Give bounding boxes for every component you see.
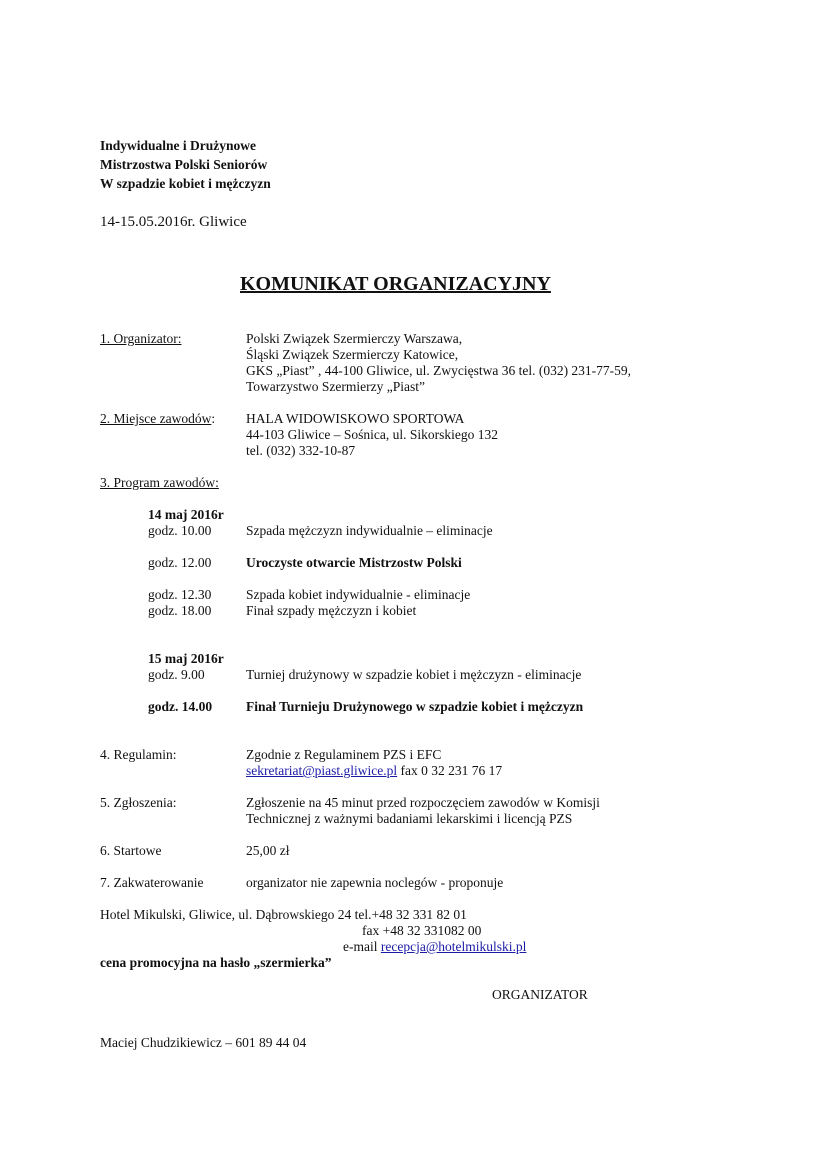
day2-time-1: godz. 9.00: [148, 667, 205, 682]
day1-event-2: Uroczyste otwarcie Mistrzostw Polski: [246, 555, 462, 570]
venue-label-wrap: [100, 411, 215, 427]
day1-event-3: Szpada kobiet indywidualnie - eliminacje: [246, 587, 471, 602]
hotel-email-row: [343, 939, 526, 955]
header-line-1: Indywidualne i Drużynowe: [100, 138, 257, 153]
day1-time-4: godz. 18.00: [148, 603, 212, 618]
day2-event-1: Turniej drużynowy w szpadzie kobiet i mężczyzn - eliminacje: [246, 667, 582, 682]
venue-label: 2. Miejsce zawodów: [100, 411, 212, 426]
day1-time-3: godz. 12.30: [148, 587, 212, 602]
organizer-label: 1. Organizator:: [100, 331, 182, 346]
day1-event-4: Finał szpady mężczyzn i kobiet: [246, 603, 417, 618]
venue-line-3: tel. (032) 332-10-87: [246, 443, 356, 458]
contact-person: Maciej Chudzikiewicz – 601 89 44 04: [100, 1035, 307, 1050]
day1-event-1: Szpada mężczyzn indywidualnie – eliminacje: [246, 523, 493, 538]
day1-time-2: godz. 12.00: [148, 555, 212, 570]
organizer-line-4: Towarzystwo Szermierzy „Piast”: [246, 379, 425, 394]
promo-line: cena promocyjna na hasło „szermierka”: [100, 955, 332, 970]
date-place: 14-15.05.2016r. Gliwice: [100, 214, 247, 230]
venue-colon: :: [211, 411, 216, 426]
program-label: 3. Program zawodów:: [100, 475, 219, 490]
hotel-email-prefix: e-mail: [343, 939, 381, 954]
day1-time-1: godz. 10.00: [148, 523, 212, 538]
rules-line-1: Zgodnie z Regulaminem PZS i EFC: [246, 747, 442, 762]
applications-line-2: Technicznej z ważnymi badaniami lekarskimi i licencją PZS: [246, 811, 573, 826]
fee-value: 25,00 zł: [246, 843, 290, 858]
accommodation-label: 7. Zakwaterowanie: [100, 875, 204, 890]
venue-line-1: HALA WIDOWISKOWO SPORTOWA: [246, 411, 465, 426]
rules-fax: fax 0 32 231 76 17: [397, 763, 503, 778]
header-line-2: Mistrzostwa Polski Seniorów: [100, 157, 268, 172]
hotel-fax: fax +48 32 331082 00: [362, 923, 482, 938]
rules-contact: [246, 763, 502, 779]
organizer-line-1: Polski Związek Szermierczy Warszawa,: [246, 331, 463, 346]
document-title: KOMUNIKAT ORGANIZACYJNY: [240, 273, 551, 295]
applications-label: 5. Zgłoszenia:: [100, 795, 177, 810]
applications-line-1: Zgłoszenie na 45 minut przed rozpoczęciem zawodów w Komisji: [246, 795, 600, 810]
day1-heading: 14 maj 2016r: [148, 507, 224, 522]
day2-time-2: godz. 14.00: [148, 699, 213, 714]
day2-event-2: Finał Turnieju Drużynowego w szpadzie kobiet i mężczyzn: [246, 699, 584, 714]
accommodation-value: organizator nie zapewnia noclegów - proponuje: [246, 875, 504, 890]
fee-label: 6. Startowe: [100, 843, 162, 858]
day2-heading: 15 maj 2016r: [148, 651, 224, 666]
organizer-line-2: Śląski Związek Szermierczy Katowice,: [246, 347, 459, 362]
rules-label: 4. Regulamin:: [100, 747, 177, 762]
hotel-email-link[interactable]: recepcja@hotelmikulski.pl: [380, 939, 527, 954]
venue-line-2: 44-103 Gliwice – Sośnica, ul. Sikorskiego 132: [246, 427, 498, 442]
rules-email-link[interactable]: sekretariat@piast.gliwice.pl: [246, 763, 398, 778]
header-line-3: W szpadzie kobiet i mężczyzn: [100, 176, 271, 191]
organizer-signature: ORGANIZATOR: [492, 987, 588, 1002]
hotel-line: Hotel Mikulski, Gliwice, ul. Dąbrowskiego 24 tel.+48 32 331 82 01: [100, 907, 467, 922]
organizer-line-3: GKS „Piast” , 44-100 Gliwice, ul. Zwycięstwa 36 tel. (032) 231-77-59,: [246, 363, 632, 378]
